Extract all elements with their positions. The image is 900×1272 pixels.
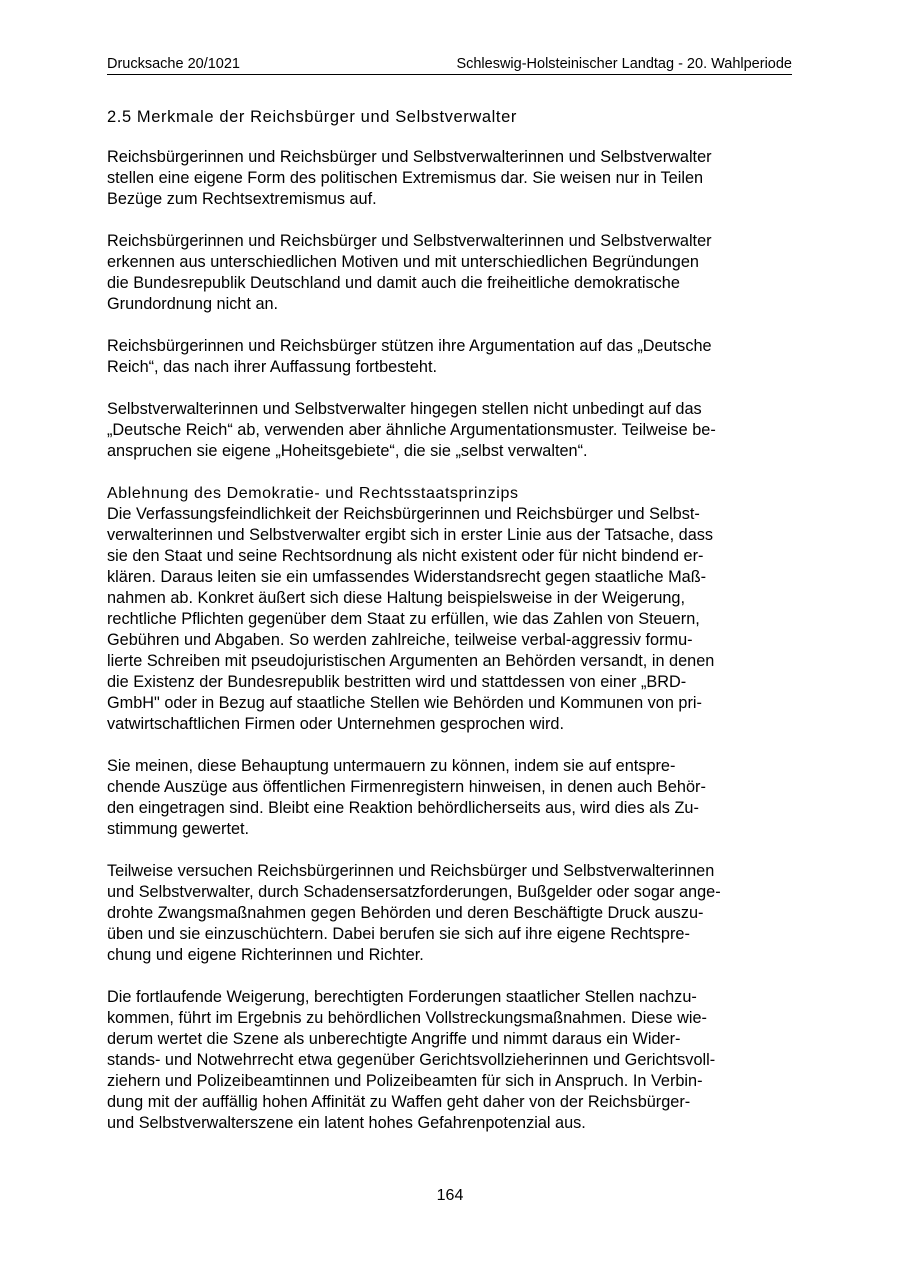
text-line: und Selbstverwalter, durch Schadensersatzforderungen, Bußgelder oder sogar ange- xyxy=(107,883,721,901)
text-line: Reichsbürgerinnen und Reichsbürger und Selbstverwalterinnen und Selbstverwalter xyxy=(107,148,712,166)
text-line: dung mit der auffällig hohen Affinität zu Waffen geht daher von der Reichsbürger- xyxy=(107,1093,691,1111)
paragraph xyxy=(107,147,792,210)
text-line: GmbH" oder in Bezug auf staatliche Stellen wie Behörden und Kommunen von pri- xyxy=(107,694,702,712)
text-line: und Selbstverwalterszene ein latent hohes Gefahrenpotenzial aus. xyxy=(107,1114,586,1132)
text-line: üben und sie einzuschüchtern. Dabei berufen sie sich auf ihre eigene Rechtspre- xyxy=(107,925,690,943)
text-line: Sie meinen, diese Behauptung untermauern zu können, indem sie auf entspre- xyxy=(107,757,676,775)
text-line: die Bundesrepublik Deutschland und damit auch die freiheitliche demokratische xyxy=(107,274,680,292)
text-line: die Existenz der Bundesrepublik bestritten wird und stattdessen von einer „BRD- xyxy=(107,673,687,691)
text-line: Gebühren und Abgaben. So werden zahlreiche, teilweise verbal-aggressiv formu- xyxy=(107,631,693,649)
paragraph xyxy=(107,399,792,462)
subheading: Ablehnung des Demokratie- und Rechtsstaatsprinzips xyxy=(107,485,519,502)
text-line: Reich“, das nach ihrer Auffassung fortbesteht. xyxy=(107,358,438,376)
section-heading: 2.5 Merkmale der Reichsbürger und Selbstverwalter xyxy=(107,108,517,126)
text-line: Bezüge zum Rechtsextremismus auf. xyxy=(107,190,377,208)
text-line: Reichsbürgerinnen und Reichsbürger und Selbstverwalterinnen und Selbstverwalter xyxy=(107,232,712,250)
text-line: stellen eine eigene Form des politischen Extremismus dar. Sie weisen nur in Teilen xyxy=(107,169,704,187)
intro-paragraphs xyxy=(107,147,792,462)
text-line: Die Verfassungsfeindlichkeit der Reichsbürgerinnen und Reichsbürger und Selbst- xyxy=(107,505,700,523)
parliament-name: Schleswig-Holsteinischer Landtag - 20. Wahlperiode xyxy=(456,56,792,72)
page-number: 164 xyxy=(436,1187,464,1204)
text-line: lierte Schreiben mit pseudojuristischen Argumenten an Behörden versandt, in denen xyxy=(107,652,715,670)
text-line: stands- und Notwehrrecht etwa gegenüber Gerichtsvollzieherinnen und Gerichtsvoll- xyxy=(107,1051,716,1069)
main-paragraphs xyxy=(107,504,792,1134)
text-line: chende Auszüge aus öffentlichen Firmenregistern hinweisen, in denen auch Behör- xyxy=(107,778,706,796)
text-line: drohte Zwangsmaßnahmen gegen Behörden und deren Beschäftigte Druck auszu- xyxy=(107,904,704,922)
text-line: Reichsbürgerinnen und Reichsbürger stützen ihre Argumentation auf das „Deutsche xyxy=(107,337,712,355)
text-line: den eingetragen sind. Bleibt eine Reaktion behördlicherseits aus, wird dies als Zu- xyxy=(107,799,699,817)
document-number: Drucksache 20/1021 xyxy=(107,56,240,72)
text-line: chung und eigene Richterinnen und Richter. xyxy=(107,946,424,964)
text-line: vatwirtschaftlichen Firmen oder Unternehmen gesprochen wird. xyxy=(107,715,564,733)
paragraph xyxy=(107,231,792,315)
text-line: nahmen ab. Konkret äußert sich diese Haltung beispielsweise in der Weigerung, xyxy=(107,589,686,607)
text-line: erkennen aus unterschiedlichen Motiven und mit unterschiedlichen Begründungen xyxy=(107,253,699,271)
text-line: stimmung gewertet. xyxy=(107,820,250,838)
text-line: Teilweise versuchen Reichsbürgerinnen und Reichsbürger und Selbstverwalterinnen xyxy=(107,862,715,880)
text-line: sie den Staat und seine Rechtsordnung als nicht existent oder für nicht bindend er- xyxy=(107,547,704,565)
paragraph xyxy=(107,756,792,840)
text-line: rechtliche Pflichten gegenüber dem Staat zu erfüllen, wie das Zahlen von Steuern, xyxy=(107,610,700,628)
text-line: Selbstverwalterinnen und Selbstverwalter hingegen stellen nicht unbedingt auf das xyxy=(107,400,702,418)
text-line: verwalterinnen und Selbstverwalter ergibt sich in erster Linie aus der Tatsache, dass xyxy=(107,526,714,544)
paragraph xyxy=(107,336,792,378)
text-line: kommen, führt im Ergebnis zu behördlichen Vollstreckungsmaßnahmen. Diese wie- xyxy=(107,1009,707,1027)
text-line: Grundordnung nicht an. xyxy=(107,295,279,313)
text-line: anspruchen sie eigene „Hoheitsgebiete“, die sie „selbst verwalten“. xyxy=(107,442,588,460)
text-line: Die fortlaufende Weigerung, berechtigten Forderungen staatlicher Stellen nachzu- xyxy=(107,988,697,1006)
paragraph xyxy=(107,987,792,1134)
text-line: ziehern und Polizeibeamtinnen und Polizeibeamten für sich in Anspruch. In Verbin- xyxy=(107,1072,703,1090)
document-body xyxy=(107,107,792,1155)
text-line: derum wertet die Szene als unberechtigte Angriffe und nimmt daraus ein Wider- xyxy=(107,1030,681,1048)
page-header xyxy=(107,55,792,75)
text-line: klären. Daraus leiten sie ein umfassendes Widerstandsrecht gegen staatliche Maß- xyxy=(107,568,707,586)
paragraph xyxy=(107,861,792,966)
paragraph xyxy=(107,504,792,735)
text-line: „Deutsche Reich“ ab, verwenden aber ähnliche Argumentationsmuster. Teilweise be- xyxy=(107,421,716,439)
